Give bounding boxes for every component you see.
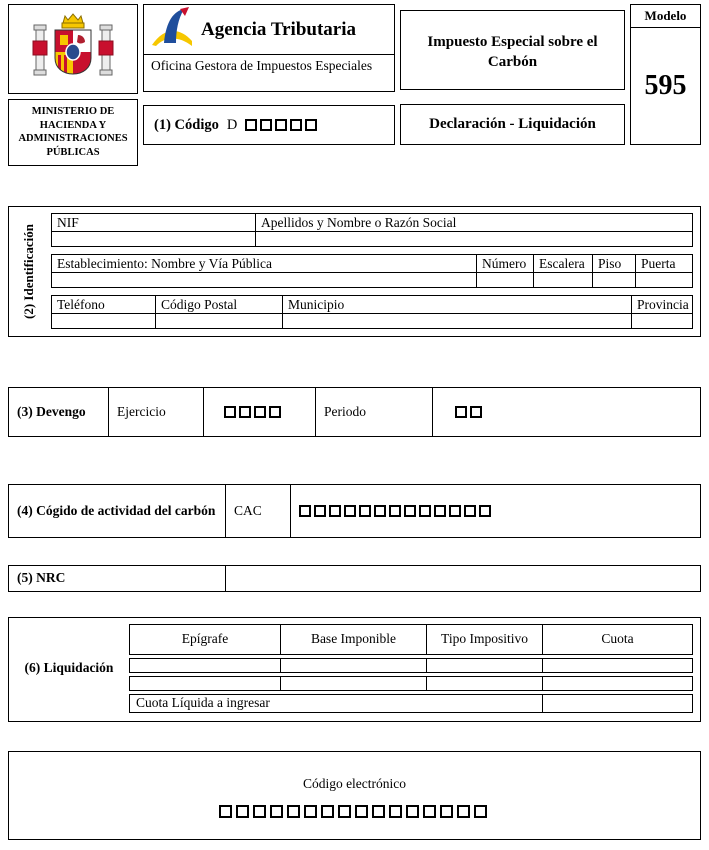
cac-section-label: (4) Cógido de actividad del carbón bbox=[9, 485, 226, 537]
piso-input[interactable] bbox=[592, 272, 636, 288]
entry-box[interactable] bbox=[374, 505, 386, 517]
col-tipo-impositivo: Tipo Impositivo bbox=[426, 624, 543, 655]
col-base-imponible: Base Imponible bbox=[280, 624, 427, 655]
entry-box[interactable] bbox=[338, 805, 351, 818]
escalera-input[interactable] bbox=[533, 272, 593, 288]
periodo-entry-boxes[interactable] bbox=[433, 388, 700, 436]
tipo-impositivo-input[interactable] bbox=[426, 676, 543, 691]
cuota-input[interactable] bbox=[542, 658, 693, 673]
liquidacion-table bbox=[129, 624, 693, 713]
tax-title: Impuesto Especial sobre el Carbón bbox=[400, 10, 625, 90]
modelo-number: 595 bbox=[644, 70, 687, 101]
entry-box[interactable] bbox=[260, 119, 272, 131]
entry-box[interactable] bbox=[404, 505, 416, 517]
row-address-inputs bbox=[51, 272, 693, 288]
entry-box[interactable] bbox=[290, 119, 302, 131]
entry-box[interactable] bbox=[359, 505, 371, 517]
entry-box[interactable] bbox=[355, 805, 368, 818]
numero-label: Número bbox=[476, 254, 534, 273]
entry-box[interactable] bbox=[304, 805, 317, 818]
header-left-column bbox=[8, 4, 138, 166]
cuota-liquida-label: Cuota Líquida a ingresar bbox=[129, 694, 543, 713]
entry-box[interactable] bbox=[474, 805, 487, 818]
form-header bbox=[8, 4, 701, 166]
entry-box[interactable] bbox=[470, 406, 482, 418]
entry-box[interactable] bbox=[464, 505, 476, 517]
codigo-postal-input[interactable] bbox=[155, 313, 283, 329]
nrc-input[interactable] bbox=[226, 566, 700, 591]
entry-box[interactable] bbox=[329, 505, 341, 517]
codigo-postal-label: Código Postal bbox=[155, 295, 283, 314]
tipo-impositivo-input[interactable] bbox=[426, 658, 543, 673]
name-label: Apellidos y Nombre o Razón Social bbox=[255, 213, 693, 232]
entry-box[interactable] bbox=[287, 805, 300, 818]
codigo-electronico-entry-boxes[interactable] bbox=[9, 803, 700, 821]
entry-box[interactable] bbox=[269, 406, 281, 418]
establecimiento-label: Establecimiento: Nombre y Vía Pública bbox=[51, 254, 477, 273]
entry-box[interactable] bbox=[455, 406, 467, 418]
row-contact-labels bbox=[51, 295, 693, 314]
row-address-labels bbox=[51, 254, 693, 273]
nif-input[interactable] bbox=[51, 231, 256, 247]
spain-coat-of-arms bbox=[8, 4, 138, 94]
agency-name: Agencia Tributaria bbox=[201, 18, 356, 40]
entry-box[interactable] bbox=[254, 406, 266, 418]
modelo-label: Modelo bbox=[631, 5, 700, 28]
liquidacion-header-row bbox=[129, 624, 693, 655]
establecimiento-input[interactable] bbox=[51, 272, 477, 288]
section-devengo bbox=[8, 387, 701, 437]
cuota-input[interactable] bbox=[542, 676, 693, 691]
row-nif-name-labels bbox=[51, 213, 693, 232]
entry-box[interactable] bbox=[389, 505, 401, 517]
office-name: Oficina Gestora de Impuestos Especiales bbox=[151, 58, 373, 73]
entry-box[interactable] bbox=[239, 406, 251, 418]
section-codigo-electronico bbox=[8, 751, 701, 840]
declaration-title: Declaración - Liquidación bbox=[400, 104, 625, 145]
entry-box[interactable] bbox=[372, 805, 385, 818]
col-epigrafe: Epígrafe bbox=[129, 624, 281, 655]
entry-box[interactable] bbox=[305, 119, 317, 131]
base-imponible-input[interactable] bbox=[280, 658, 427, 673]
entry-box[interactable] bbox=[314, 505, 326, 517]
puerta-input[interactable] bbox=[635, 272, 693, 288]
provincia-label: Provincia bbox=[631, 295, 693, 314]
row-contact-inputs bbox=[51, 313, 693, 329]
ministry-title: MINISTERIO DE HACIENDA Y ADMINISTRACIONES PÚBLICAS bbox=[8, 99, 138, 166]
telefono-label: Teléfono bbox=[51, 295, 156, 314]
entry-box[interactable] bbox=[389, 805, 402, 818]
spain-coat-of-arms-icon bbox=[29, 9, 117, 89]
cac-entry-boxes[interactable] bbox=[291, 485, 700, 537]
entry-box[interactable] bbox=[270, 805, 283, 818]
cuota-liquida-input[interactable] bbox=[542, 694, 693, 713]
cac-label: CAC bbox=[226, 485, 291, 537]
liquidacion-section-label: (6) Liquidación bbox=[24, 660, 114, 676]
epigrafe-input[interactable] bbox=[129, 658, 281, 673]
escalera-label: Escalera bbox=[533, 254, 593, 273]
name-input[interactable] bbox=[255, 231, 693, 247]
ejercicio-entry-boxes[interactable] bbox=[204, 388, 316, 436]
agency-box bbox=[143, 4, 395, 92]
municipio-label: Municipio bbox=[282, 295, 632, 314]
periodo-label: Periodo bbox=[316, 388, 433, 436]
entry-box[interactable] bbox=[457, 805, 470, 818]
epigrafe-input[interactable] bbox=[129, 676, 281, 691]
entry-box[interactable] bbox=[299, 505, 311, 517]
header-agency-column bbox=[143, 4, 395, 145]
entry-box[interactable] bbox=[406, 805, 419, 818]
telefono-input[interactable] bbox=[51, 313, 156, 329]
piso-label: Piso bbox=[592, 254, 636, 273]
codigo-electronico-label: Código electrónico bbox=[302, 775, 407, 791]
codigo-label: (1) Código bbox=[154, 116, 219, 133]
entry-box[interactable] bbox=[344, 505, 356, 517]
entry-box[interactable] bbox=[224, 406, 236, 418]
municipio-input[interactable] bbox=[282, 313, 632, 329]
section-identificacion bbox=[8, 206, 701, 337]
numero-input[interactable] bbox=[476, 272, 534, 288]
liquidacion-row bbox=[129, 676, 693, 691]
entry-box[interactable] bbox=[321, 805, 334, 818]
section-cac bbox=[8, 484, 701, 538]
entry-box[interactable] bbox=[253, 805, 266, 818]
identificacion-section-label: (2) Identificación bbox=[21, 223, 36, 319]
entry-box[interactable] bbox=[440, 805, 453, 818]
ejercicio-label: Ejercicio bbox=[109, 388, 204, 436]
agencia-tributaria-logo-icon bbox=[150, 7, 194, 52]
liquidacion-row bbox=[129, 658, 693, 673]
entry-box[interactable] bbox=[275, 119, 287, 131]
header-title-column bbox=[400, 4, 625, 145]
provincia-input[interactable] bbox=[631, 313, 693, 329]
codigo-prefix: D bbox=[226, 116, 238, 133]
row-nif-name-inputs bbox=[51, 231, 693, 247]
codigo-field-box bbox=[143, 105, 395, 145]
liquidacion-footer-row bbox=[129, 694, 693, 713]
entry-box[interactable] bbox=[479, 505, 491, 517]
entry-box[interactable] bbox=[245, 119, 257, 131]
puerta-label: Puerta bbox=[635, 254, 693, 273]
col-cuota: Cuota bbox=[542, 624, 693, 655]
entry-box[interactable] bbox=[423, 805, 436, 818]
entry-box[interactable] bbox=[434, 505, 446, 517]
section-liquidacion bbox=[8, 617, 701, 722]
modelo-box bbox=[630, 4, 701, 145]
entry-box[interactable] bbox=[236, 805, 249, 818]
entry-box[interactable] bbox=[449, 505, 461, 517]
devengo-section-label: (3) Devengo bbox=[9, 388, 109, 436]
nrc-section-label: (5) NRC bbox=[9, 566, 226, 591]
entry-box[interactable] bbox=[419, 505, 431, 517]
base-imponible-input[interactable] bbox=[280, 676, 427, 691]
nif-label: NIF bbox=[51, 213, 256, 232]
codigo-entry-boxes[interactable] bbox=[245, 116, 320, 134]
section-nrc bbox=[8, 565, 701, 592]
entry-box[interactable] bbox=[219, 805, 232, 818]
